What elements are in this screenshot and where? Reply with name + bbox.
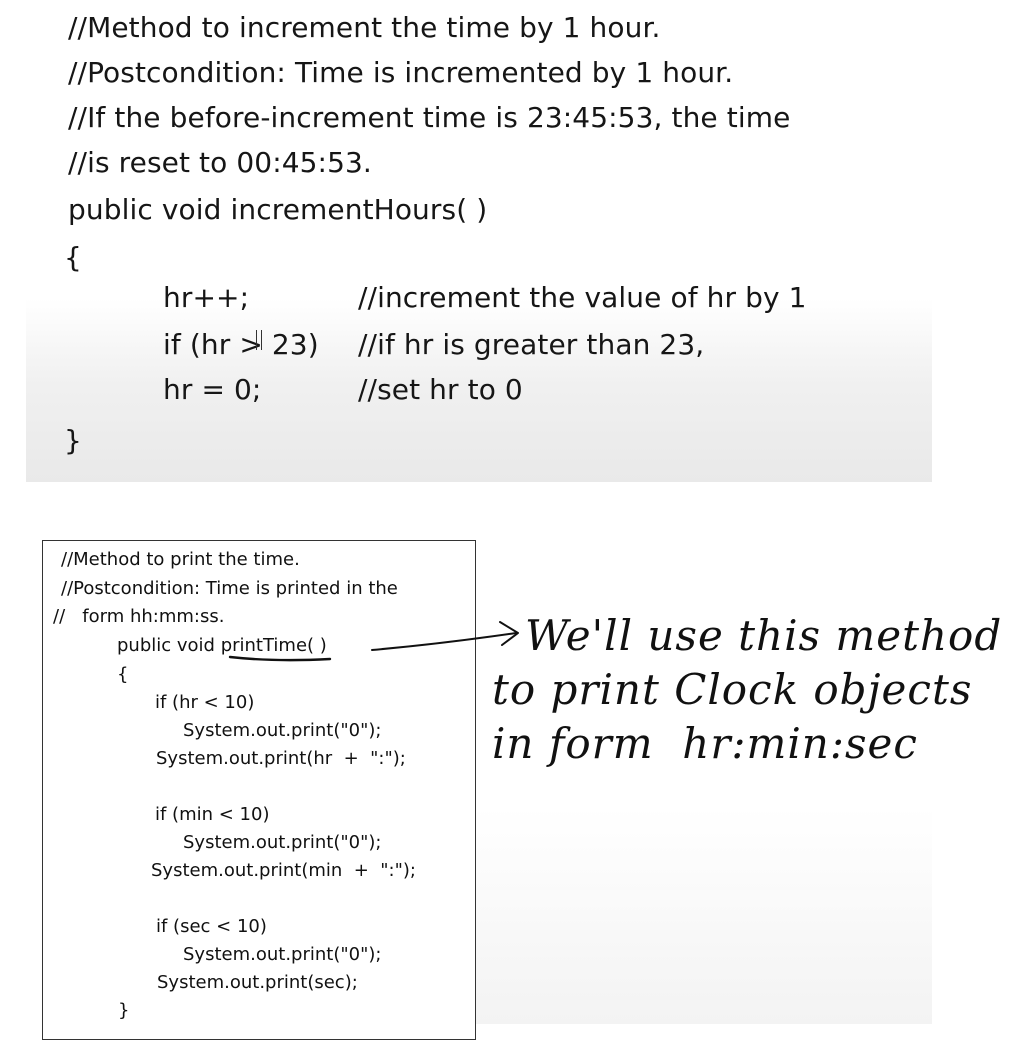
inline-comment: //set hr to 0 bbox=[358, 373, 523, 406]
code-statement: if (sec < 10) bbox=[156, 916, 267, 937]
method-signature: public void printTime( ) bbox=[117, 635, 327, 656]
code-statement: System.out.print("0"); bbox=[183, 720, 382, 741]
code-comment-line: //is reset to 00:45:53. bbox=[68, 146, 372, 179]
method-signature: public void incrementHours( ) bbox=[68, 193, 488, 226]
close-brace: } bbox=[64, 424, 82, 457]
inline-comment: //increment the value of hr by 1 bbox=[358, 281, 807, 314]
annotation-line: We'll use this method bbox=[525, 611, 1003, 660]
code-statement: hr = 0; bbox=[163, 373, 262, 406]
inline-comment: //if hr is greater than 23, bbox=[358, 328, 705, 361]
code-comment-line: //If the before-increment time is 23:45:53, the time bbox=[68, 101, 791, 134]
code-comment-line: //Postcondition: Time is printed in the bbox=[61, 578, 398, 599]
code-statement: System.out.print(min + ":"); bbox=[151, 860, 416, 881]
code-statement: System.out.print(sec); bbox=[157, 972, 358, 993]
code-statement: System.out.print("0"); bbox=[183, 944, 382, 965]
open-brace: { bbox=[64, 241, 82, 274]
code-comment-line: //Method to print the time. bbox=[61, 549, 300, 570]
code-comment-line: //Postcondition: Time is incremented by 1 hour. bbox=[68, 56, 734, 89]
code-statement: if (hr < 10) bbox=[155, 692, 255, 713]
code-statement: if (min < 10) bbox=[155, 804, 270, 825]
code-comment-line: //Method to increment the time by 1 hour. bbox=[68, 11, 661, 44]
code-statement: System.out.print(hr + ":"); bbox=[156, 748, 406, 769]
increment-hours-code bbox=[26, 0, 932, 482]
close-brace: } bbox=[118, 1000, 130, 1021]
code-statement: System.out.print("0"); bbox=[183, 832, 382, 853]
code-comment-line: // form hh:mm:ss. bbox=[53, 606, 225, 627]
code-statement: hr++; bbox=[163, 281, 250, 314]
code-statement: if (hr > 23) bbox=[163, 328, 319, 361]
open-brace: { bbox=[117, 664, 129, 685]
annotation-line: to print Clock objects bbox=[492, 665, 973, 714]
text-cursor-icon bbox=[256, 330, 262, 350]
annotation-line: in form hr:min:sec bbox=[492, 719, 918, 768]
